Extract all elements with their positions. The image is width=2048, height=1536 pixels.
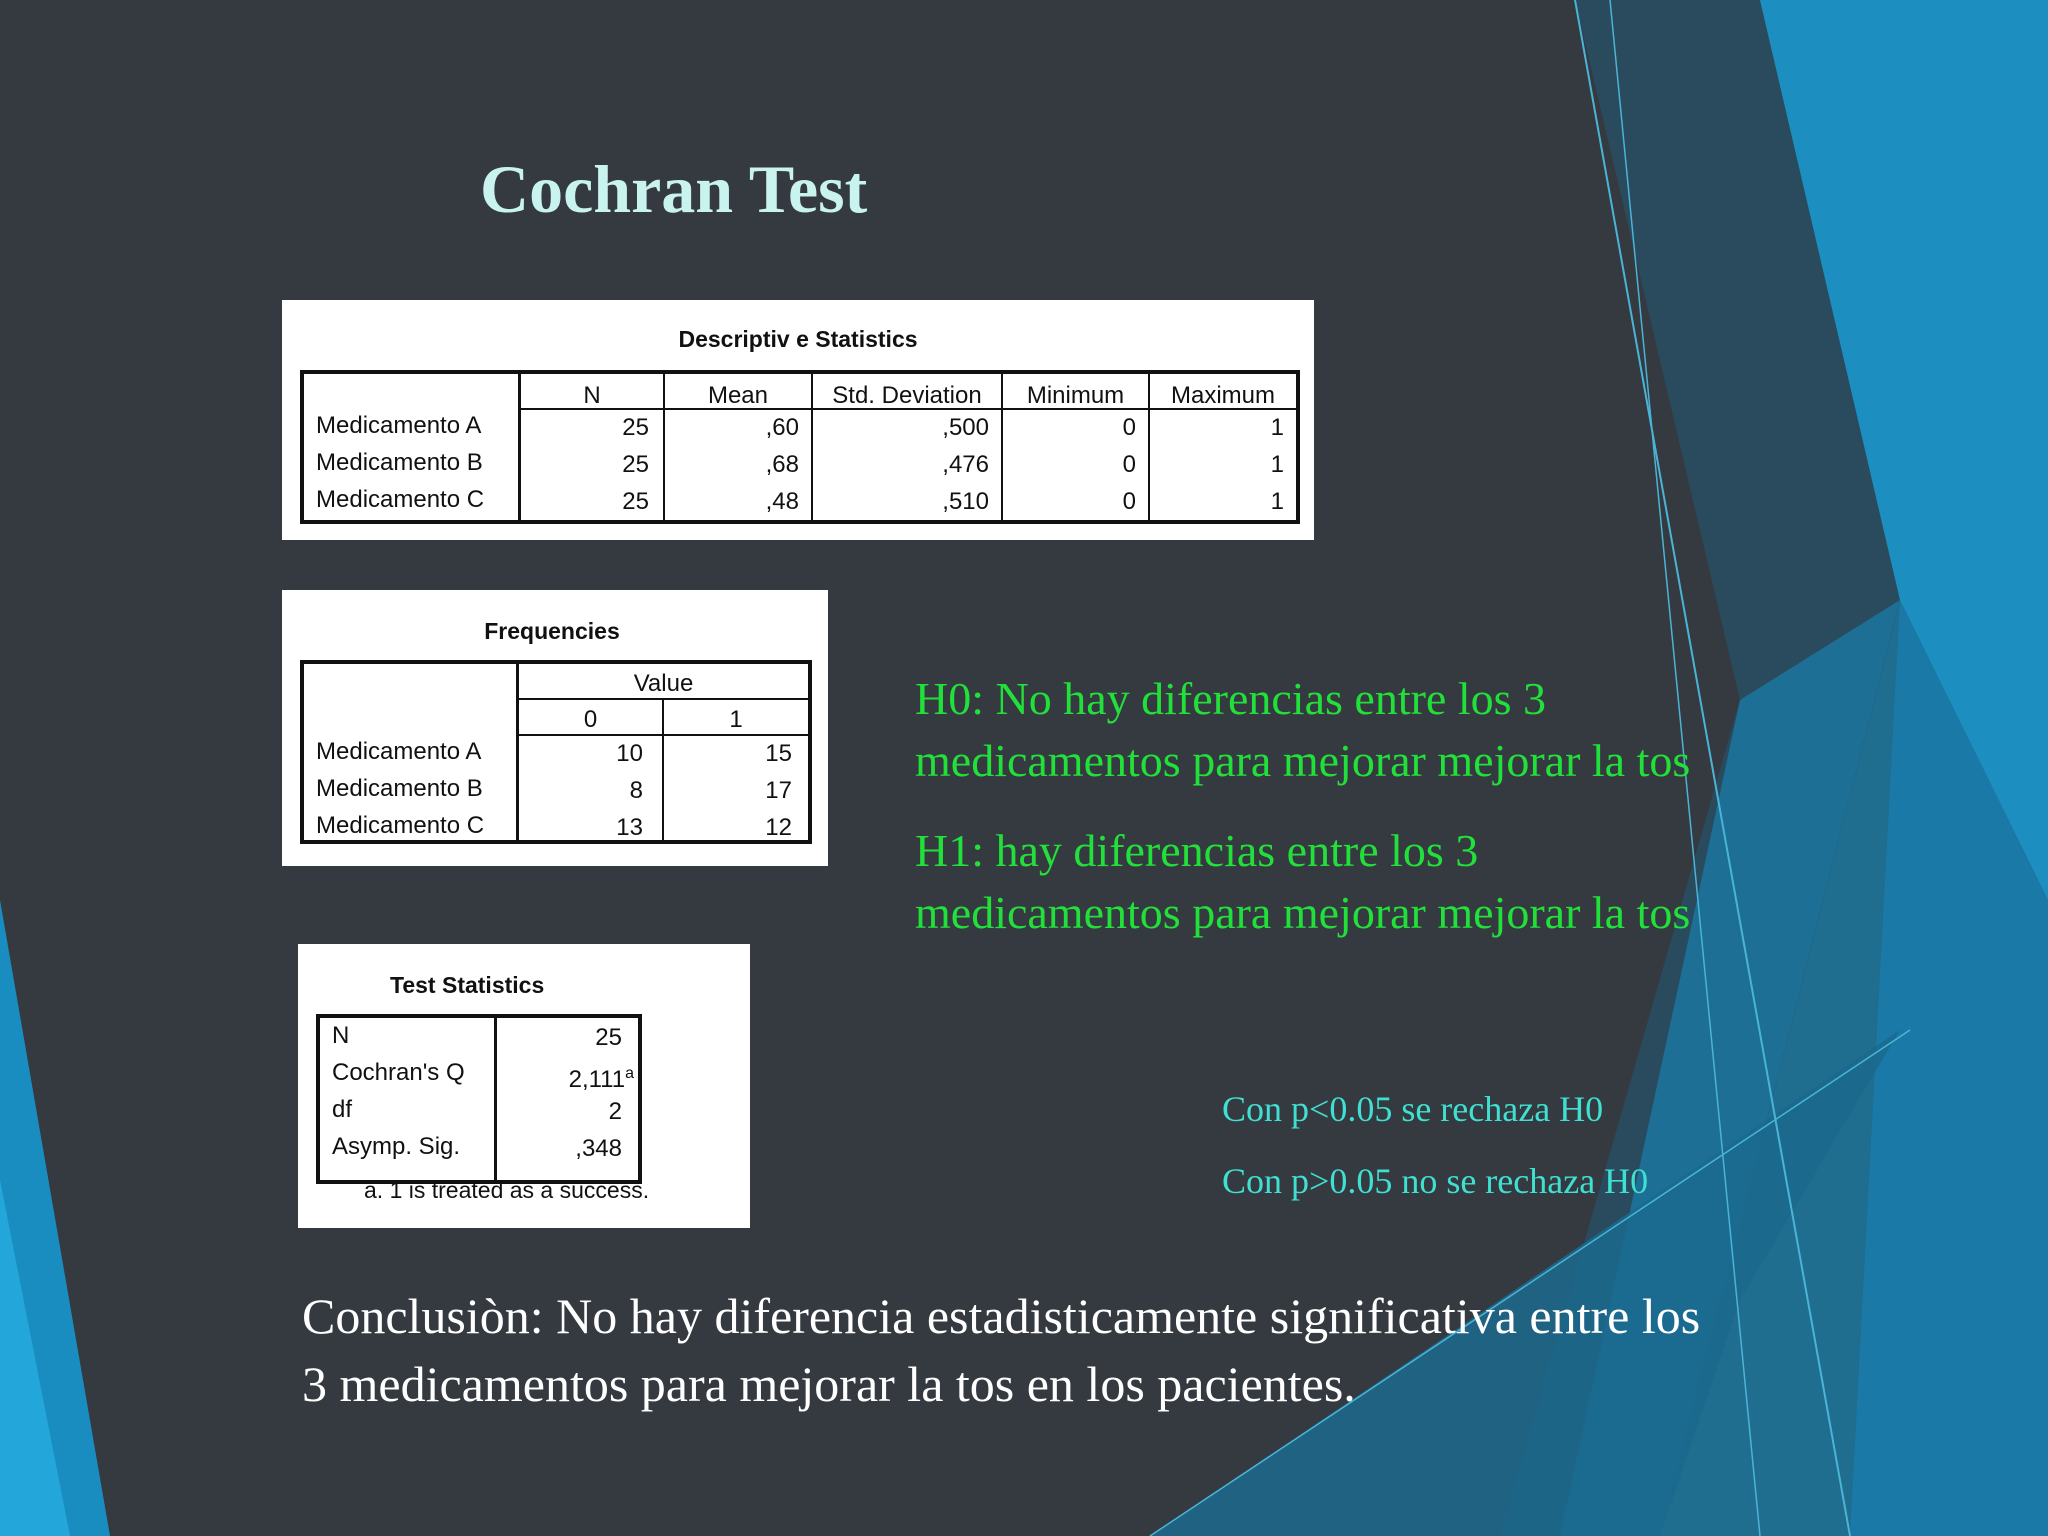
h0-line2: medicamentos para mejorar mejorar la tos — [915, 735, 1691, 786]
footnote-text: 1 is treated as a success. — [389, 1177, 650, 1203]
row-label: Medicamento A — [316, 738, 482, 765]
footnote-marker: a. — [364, 1177, 384, 1203]
value-header: Value — [633, 670, 694, 697]
table-cell: 0 — [1122, 414, 1136, 441]
conclusion — [302, 1282, 1700, 1418]
no-reject-rule: Con p>0.05 no se rechaza H0 — [1222, 1161, 1649, 1201]
descriptive-statistics-table — [282, 300, 1314, 540]
row-label: Asymp. Sig. — [332, 1133, 461, 1160]
descriptive-caption: Descriptiv e Statistics — [678, 326, 918, 352]
table-cell: 15 — [765, 740, 792, 767]
table-cell — [497, 1098, 622, 1126]
table-cell: 25 — [622, 414, 649, 441]
stat-value: 25 — [595, 1024, 622, 1051]
table-cell: 17 — [765, 777, 792, 804]
row-label: Medicamento C — [316, 486, 485, 513]
table-cell: ,510 — [942, 488, 989, 515]
stat-value: 2,111 — [568, 1066, 626, 1093]
table-border — [808, 660, 812, 844]
table-cell: 25 — [622, 451, 649, 478]
table-cell — [497, 1024, 622, 1052]
table-cell: ,48 — [765, 488, 799, 515]
column-header: 0 — [583, 706, 598, 733]
table-cell: 13 — [616, 814, 643, 841]
table-border — [316, 1014, 642, 1018]
row-label: N — [332, 1022, 350, 1049]
table-cell — [497, 1135, 622, 1163]
row-label: df — [332, 1096, 353, 1123]
table-border — [300, 370, 1300, 374]
column-header: 1 — [729, 706, 743, 733]
table-cell: 10 — [616, 740, 643, 767]
column-header: N — [583, 382, 601, 409]
row-label: Medicamento B — [316, 449, 483, 476]
row-label: Medicamento A — [316, 412, 482, 439]
conclusion-line2: 3 medicamentos para mejorar la tos en los pacientes. — [302, 1356, 1356, 1412]
slide-title: Cochran Test — [480, 151, 868, 227]
row-label: Cochran's Q — [332, 1059, 465, 1086]
table-border — [300, 370, 304, 524]
table-border — [300, 520, 1300, 524]
table-cell: 8 — [629, 777, 643, 804]
test-statistics-table — [298, 944, 750, 1228]
frequencies-caption: Frequencies — [484, 618, 620, 644]
table-border — [300, 660, 304, 844]
column-header: Minimum — [1026, 382, 1125, 409]
table-cell: 1 — [1270, 414, 1284, 441]
table-cell: 0 — [1122, 451, 1136, 478]
table-cell: 12 — [765, 814, 792, 841]
footnote-marker-superscript: a — [625, 1065, 634, 1082]
table-cell — [497, 1060, 634, 1094]
table-border — [1296, 370, 1300, 524]
table-cell: ,476 — [942, 451, 989, 478]
stat-value: ,348 — [575, 1135, 622, 1162]
table-cell: 0 — [1122, 488, 1136, 515]
table-cell: 1 — [1270, 488, 1284, 515]
footnote — [364, 1176, 649, 1204]
reject-rule: Con p<0.05 se rechaza H0 — [1222, 1089, 1604, 1129]
table-cell: 25 — [622, 488, 649, 515]
table-border — [300, 660, 812, 664]
h1-line2: medicamentos para mejorar mejorar la tos — [915, 887, 1691, 938]
test-statistics-caption: Test Statistics — [390, 972, 545, 998]
column-header: Mean — [707, 382, 769, 409]
h0-line1: H0: No hay diferencias entre los 3 — [915, 673, 1547, 724]
column-header: Maximum — [1170, 382, 1275, 409]
conclusion-line1: Conclusiòn: No hay diferencia estadisticamente significativa entre los — [302, 1288, 1701, 1344]
row-label: Medicamento C — [316, 812, 485, 839]
table-cell: ,500 — [942, 414, 989, 441]
table-border — [638, 1014, 642, 1184]
h1-line1: H1: hay diferencias entre los 3 — [915, 825, 1479, 876]
row-label: Medicamento B — [316, 775, 483, 802]
table-cell: ,68 — [765, 451, 799, 478]
frequencies-table — [282, 590, 828, 866]
table-cell: 1 — [1270, 451, 1284, 478]
table-cell: ,60 — [765, 414, 799, 441]
stat-value: 2 — [608, 1098, 622, 1125]
column-header: Std. Deviation — [832, 382, 982, 409]
table-border — [316, 1014, 320, 1184]
